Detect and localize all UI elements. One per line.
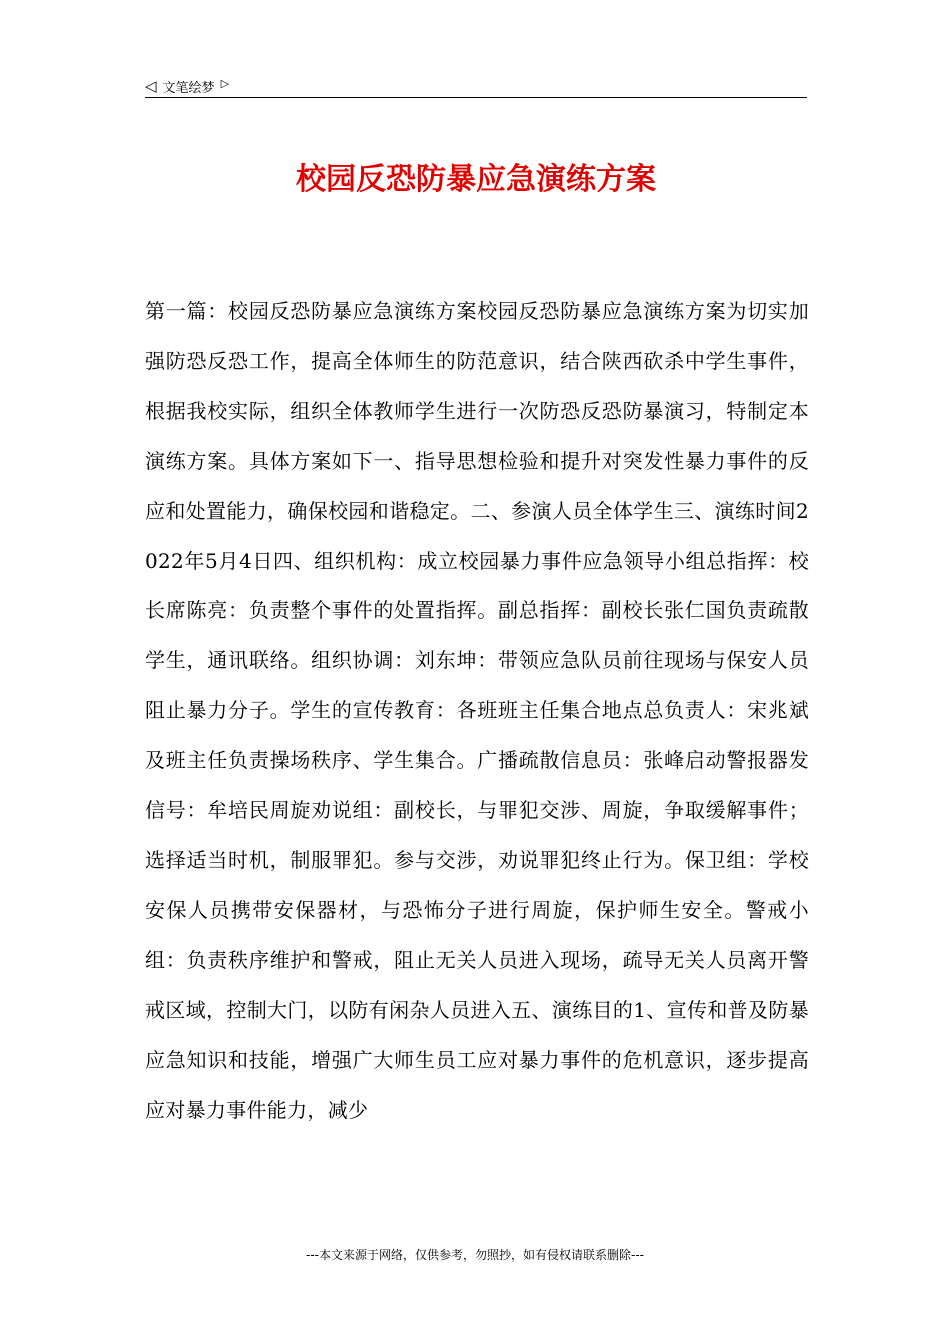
document-body: 第一篇：校园反恐防暴应急演练方案校园反恐防暴应急演练方案为切实加强防恐反恐工作，提高全体师生的防范意识，结合陕西砍杀中学生事件，根据我校实际，组织全体教师学生进行一次防恐反恐防暴演习，特制定本演练方案。具体方案如下一、指导思想检验和提升对突发性暴力事件的反应和处置能力，确保校园和谐稳定。二、参演人员全体学生三、演练时间2022年5月4日四、组织机构：成立校园暴力事件应急领导小组总指挥：校长席陈亮：负责整个事件的处置指挥。副总指挥：副校长张仁国负责疏散学生，通讯联络。组织协调：刘东坤：带领应急队员前往现场与保安人员阻止暴力分子。学生的宣传教育：各班班主任集合地点总负责人：宋兆斌及班主任负责操场秩序、学生集合。广播疏散信息员：张峰启动警报器发信号：牟培民周旋劝说组：副校长，与罪犯交涉、周旋，争取缓解事件；选择适当时机，制服罪犯。参与交涉，劝说罪犯终止行为。保卫组：学校安保人员携带安保器材，与恐怖分子进行周旋，保护师生安全。警戒小组：负责秩序维护和警戒，阻止无关人员进入现场，疏导无关人员离开警戒区域，控制大门，以防有闲杂人员进入五、演练目的1、宣传和普及防暴应急知识和技能，增强广大师生员工应对暴力事件的危机意识，逐步提高应对暴力事件能力，减少 [145, 299, 809, 1122]
page-header [145, 74, 807, 98]
header-divider [145, 97, 807, 98]
document-title: 校园反恐防暴应急演练方案 [296, 162, 656, 197]
footer-notice: ---本文来源于网络，仅供参考，勿照抄，如有侵权请联系删除--- [306, 1248, 644, 1262]
triangle-right-icon: ▷ [220, 76, 230, 90]
header-brand: 文笔绘梦 [162, 80, 215, 96]
triangle-left-icon: ◁ [145, 76, 157, 95]
